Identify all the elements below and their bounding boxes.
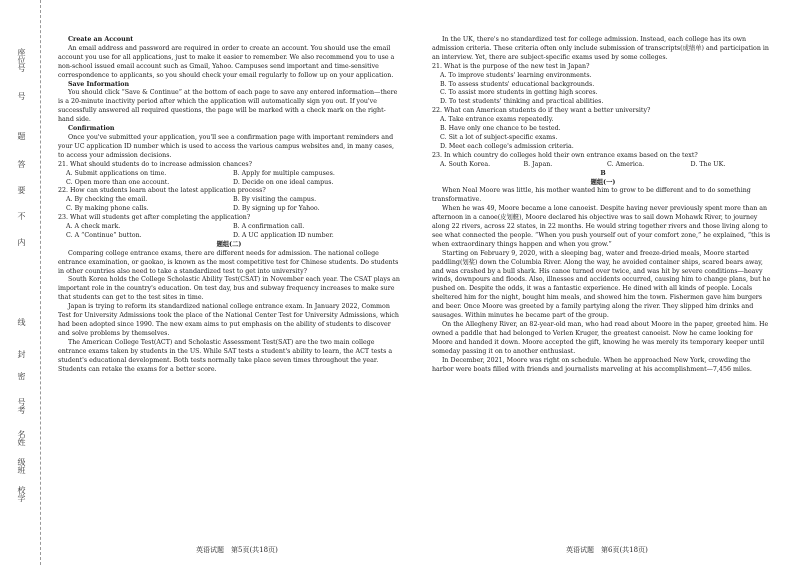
margin-label: 内 xyxy=(17,238,26,246)
option: A. South Korea. xyxy=(440,160,491,168)
option: D. The UK. xyxy=(690,160,726,168)
section-heading: Save Information xyxy=(68,80,130,88)
options xyxy=(432,116,774,152)
paragraph: When he was 49, Moore became a lone canoeist. Despite having never previously spent more than an afternoon in a canoe(皮划艇), Moore declared his objective was to sail down Mohawk River, to journey along 22 rivers, across 22 states, in 22 months. He would string together rivers and those living along to see what connected the people. “When you push yourself out of your comfort zone,” he explained, “this is when extraordinary things happen and when you grow.” xyxy=(432,205,771,248)
page-footer-right: 英语试题 第6页(共18页) xyxy=(566,546,648,554)
option: C. Open more than one account. xyxy=(66,178,170,186)
page-footer-left: 英语试题 第5页(共18页) xyxy=(196,546,278,554)
paragraph: South Korea holds the College Scholastic Ability Test(CSAT) in November each year. The CSAT plays an important role in the country's education. On test day, bus and subway frequency increases to make sure that students can get to the test sites in time. xyxy=(58,276,400,302)
paragraph: An email address and password are required in order to create an account. You should use the email account you use for all applications, just to make it easier to remember. We also recommend you to use a non-school issued email account such as Gmail, Yahoo. Campuses send important and time-sensitive correspondence to applicants, so you should check your email regularly to follow up on your application. xyxy=(58,44,395,79)
option: D. A UC application ID number. xyxy=(233,231,334,239)
option: A. Submit applications on time. xyxy=(66,169,167,177)
option: C. America. xyxy=(607,160,645,168)
options xyxy=(58,170,400,188)
margin-label-school: 校学 xyxy=(17,486,26,502)
option: C. Sit a lot of subject-specific exams. xyxy=(440,133,558,141)
margin-label: 封 xyxy=(17,350,26,358)
question-22: 22. What can American students do if they want a better university? xyxy=(432,107,651,115)
paragraph: Comparing college entrance exams, there are different needs for admission. The national college entrance examination, or gaokao, is known as the most competitive test for Chinese students. Do students in other countries also need to take a standardized test to get into university? xyxy=(58,249,399,275)
option: A. A check mark. xyxy=(66,223,121,231)
margin-label-exam-no: 号考 xyxy=(17,398,26,414)
section-heading: Create an Account xyxy=(68,36,134,43)
left-column xyxy=(58,36,400,374)
options xyxy=(58,196,400,214)
options xyxy=(58,223,400,241)
option: A. To improve students' learning environments. xyxy=(440,71,592,79)
margin-label-seat: 座位号 xyxy=(17,48,26,72)
option: B. Japan. xyxy=(523,160,553,168)
option: C. By making phone calls. xyxy=(66,205,149,213)
option: D. To test students' thinking and practical abilities. xyxy=(440,98,604,106)
paragraph: In December, 2021, Moore was right on schedule. When he approached New York, crowding the harbor were boats filled with friends and journalists marveling at his accomplishment—7,456 miles. xyxy=(432,356,752,373)
paragraph: The American College Test(ACT) and Scholastic Assessment Test(SAT) are the two main college entrance exams taken by students in the US. While SAT tests a student's ability to learn, the ACT tests a student's educational development. Both tests normally take place seven times throughout the year. Students can retake the exams for a better score. xyxy=(58,338,393,373)
margin-label: 要 xyxy=(17,186,26,194)
option: A. Take entrance exams repeatedly. xyxy=(440,116,554,124)
option: C. To assist more students in getting high scores. xyxy=(440,89,598,97)
group-title: 题组(一) xyxy=(590,178,616,186)
option: A. By checking the email. xyxy=(66,196,148,204)
paragraph: You should click “Save & Continue” at the bottom of each page to save any entered information—there is a 20-minute inactivity period after which the application will automatically sign you out. If you've successfully answered all required questions, the page will be marked with a check mark on the right-hand side. xyxy=(58,89,398,124)
paragraph: When Neal Moore was little, his mother wanted him to grow to be different and to do something transformative. xyxy=(432,187,751,204)
margin-label: 不 xyxy=(17,212,26,220)
paragraph: On the Allegheny River, an 82-year-old man, who had read about Moore in the paper, greeted him. He owned a paddle that had belonged to Verlen Kruger, the greatest canoeist. Now he came looking for Moore and handed it down. Moore accepted the gift, knowing he was merely its temporary keeper until someday passing it on to another enthusiast. xyxy=(432,321,769,355)
option: D. Decide on one ideal campus. xyxy=(233,178,334,186)
margin-label: 线 xyxy=(17,318,26,326)
paragraph: In the UK, there's no standardized test for college admission. Instead, each college has its own admission criteria. These criteria often only include submission of transcripts(成绩单) and participation in an interview. Yet, there are subject-specific exams used by some colleges. xyxy=(432,36,769,61)
options xyxy=(432,161,774,170)
option: D. Meet each college's admission criteria. xyxy=(440,142,574,150)
option: B. Apply for multiple campuses. xyxy=(233,169,335,177)
paragraph: Starting on February 9, 2020, with a sleeping bag, water and freeze-dried meals, Moore started paddling(划桨) down the Columbia River. Along the way, he avoided container ships, scared bears away, and was crashed by a bull shark. His canoe turned over twice, and was hit by severe conditions—heavy winds, downpours and floods. Also, illnesses and accidents occurred, causing him to change plans, but he pushed on. Despite the odds, it was a fantastic experience. He dined with all kinds of people. Locals sheltered him for the night, bought him meals, and showed him the town. Fishermen gave him burgers and beer. Once Moore was greeted by a family partying along the river. They slipped him drinks and sausages. Within minutes he became part of the group. xyxy=(432,249,771,320)
margin-label-class: 级班 xyxy=(17,458,26,474)
margin-label: 题 xyxy=(17,132,26,140)
binding-margin xyxy=(0,0,41,565)
right-column xyxy=(432,36,774,374)
question-23: 23. In which country do colleges hold their own entrance exams based on the text? xyxy=(432,151,698,159)
margin-label: 号 xyxy=(17,92,26,100)
question-21: 21. What should students do to increase admission chances? xyxy=(58,160,252,168)
margin-label: 密 xyxy=(17,372,26,380)
group-title: 题组(二) xyxy=(216,240,242,248)
question-21: 21. What is the purpose of the new test in Japan? xyxy=(432,62,590,70)
question-22: 22. How can students learn about the latest application process? xyxy=(58,187,266,195)
option: B. A confirmation call. xyxy=(233,223,305,231)
section-letter: B xyxy=(600,169,606,177)
option: B. Have only one chance to be tested. xyxy=(440,125,561,133)
option: B. By visiting the campus. xyxy=(233,196,317,204)
margin-label: 答 xyxy=(17,160,26,168)
option: B. To assess students' educational backgrounds. xyxy=(440,80,595,88)
options xyxy=(432,72,774,108)
paragraph: Japan is trying to reform its standardized national college entrance exam. In January 2022, Common Test for University Admissions took the place of the National Center Test for University Admissions, which had been adopted since 1990. The new exam aims to put emphasis on the ability of students to discover and solve problems by themselves. xyxy=(58,303,399,337)
option: D. By signing up for Yahoo. xyxy=(233,205,320,213)
margin-label-name: 名姓 xyxy=(17,430,26,446)
option: C. A “Continue” button. xyxy=(66,231,142,239)
paragraph: Once you've submitted your application, you'll see a confirmation page with important reminders and your UC application ID number which is used to access the various campus websites and, in many cases, to access your admission decisions. xyxy=(58,133,395,159)
section-heading: Confirmation xyxy=(68,125,115,133)
question-23: 23. What will students get after completing the application? xyxy=(58,214,251,222)
